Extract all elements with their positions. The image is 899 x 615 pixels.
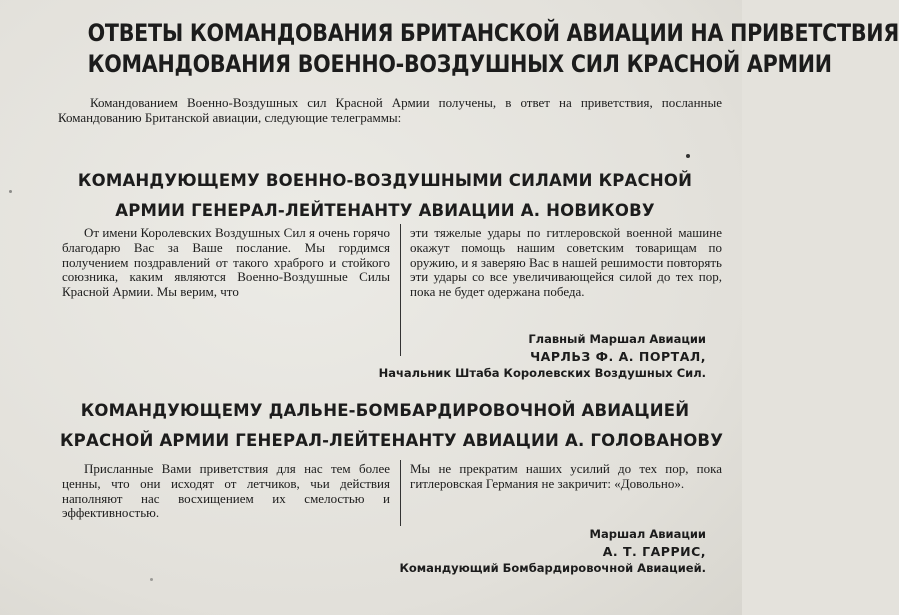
telegram-2-left-column: Присланные Вами приветствия для нас тем более ценны, что они исходят от летчиков, чьи действия наполняют нас восхищением их смелостью и эффективностью.	[62, 461, 390, 521]
telegram-1-heading	[60, 166, 710, 226]
page-headline	[87, 18, 899, 80]
telegram-2-right-column: Мы не прекратим наших усилий до тех пор, пока гитлеровская Германия не закричит: «Довольно».	[410, 461, 722, 491]
telegram-2-signature	[399, 526, 706, 577]
column-divider	[400, 460, 401, 526]
telegram-1-sig-name: ЧАРЛЬЗ Ф. А. ПОРТАЛ,	[530, 349, 706, 364]
headline-line-1: ОТВЕТЫ КОМАНДОВАНИЯ БРИТАНСКОЙ АВИАЦИИ НА ПРИВЕТСТВИЯ	[87, 19, 899, 47]
telegram-1-sig-title: Главный Маршал Авиации	[528, 332, 706, 346]
telegram-2-heading-line-1: КОМАНДУЮЩЕМУ ДАЛЬНЕ-БОМБАРДИРОВОЧНОЙ АВИАЦИЕЙ	[80, 401, 690, 420]
telegram-1-heading-line-1: КОМАНДУЮЩЕМУ ВОЕННО-ВОЗДУШНЫМИ СИЛАМИ КРАСНОЙ	[77, 171, 693, 190]
ink-speck	[9, 190, 12, 193]
telegram-1-heading-line-2: АРМИИ ГЕНЕРАЛ-ЛЕЙТЕНАНТУ АВИАЦИИ А. НОВИКОВУ	[115, 201, 655, 220]
telegram-1-signature	[379, 331, 706, 382]
intro-paragraph: Командованием Военно-Воздушных сил Красной Армии получены, в ответ на приветствия, посланные Командованию Британской авиации, следующие телеграммы:	[58, 95, 722, 125]
telegram-2-sig-position: Командующий Бомбардировочной Авиацией.	[399, 561, 706, 575]
telegram-2-heading	[60, 396, 724, 456]
ink-speck	[150, 578, 153, 581]
telegram-1-left-column: От имени Королевских Воздушных Сил я очень горячо благодарю Вас за Ваше послание. Мы гордимся получением поздравлений от такого храброго и стойкого союзника, каким являются Военно-Воздушные Силы Красной Армии. Мы верим, что	[62, 225, 390, 300]
telegram-2-sig-title: Маршал Авиации	[589, 527, 706, 541]
ink-speck	[686, 154, 690, 158]
telegram-2-heading-line-2: КРАСНОЙ АРМИИ ГЕНЕРАЛ-ЛЕЙТЕНАНТУ АВИАЦИИ А. ГОЛОВАНОВУ	[60, 431, 724, 450]
telegram-1-sig-position: Начальник Штаба Королевских Воздушных Сил.	[378, 366, 706, 380]
telegram-1-right-column: эти тяжелые удары по гитлеровской военной машине окажут помощь нашим советским товарищам по оружию, и я заверяю Вас в нашей решимости повторять эти удары со все увеличивающейся силой до тех пор, пока не будет одержана победа.	[410, 225, 722, 300]
headline-line-2: КОМАНДОВАНИЯ ВОЕННО-ВОЗДУШНЫХ СИЛ КРАСНОЙ АРМИИ	[87, 50, 832, 78]
telegram-2-sig-name: А. Т. ГАРРИС,	[602, 544, 706, 559]
